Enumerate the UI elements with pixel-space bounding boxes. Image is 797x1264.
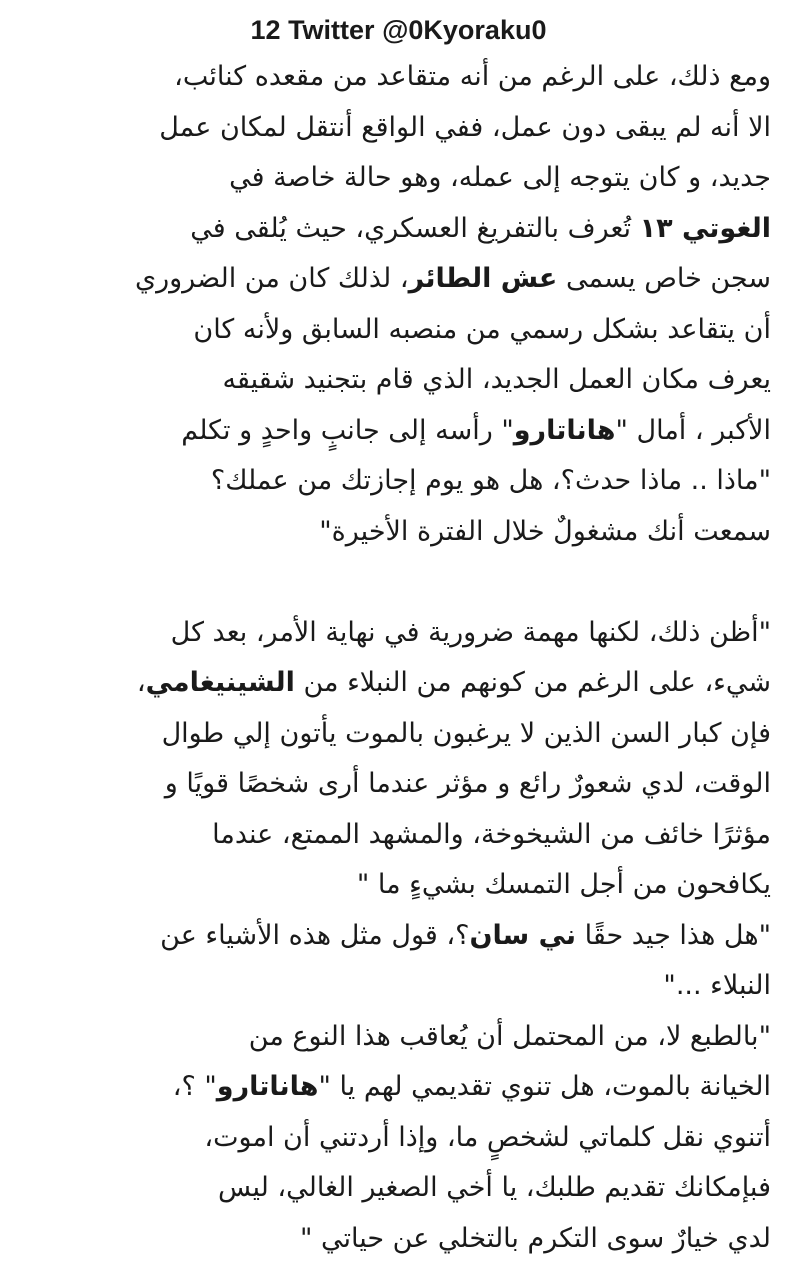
text-segment: "أظن ذلك، لكنها مهمة ضرورية في نهاية الأمر، بعد كل [171,617,771,648]
text-line [26,961,771,1012]
text-line [26,709,771,760]
text-segment: الا أنه لم يبقى دون عمل، ففي الواقع أنتقل لمكان عمل [159,112,771,143]
text-line [26,1214,771,1264]
text-line [26,305,771,356]
text-line [26,1062,771,1113]
bold-name: ني سان [469,920,576,951]
text-segment: ومع ذلك، على الرغم من أنه متقاعد من مقعده كنائب، [174,61,771,92]
text-segment: ، [137,667,146,698]
text-line [26,103,771,154]
story-text [26,52,771,1264]
text-segment: الخيانة بالموت، هل تنوي تقديمي لهم يا " [319,1071,771,1102]
text-segment: يعرف مكان العمل الجديد، الذي قام بتجنيد شقيقه [223,364,771,395]
paragraph-break [26,557,771,608]
text-segment: "هل هذا جيد حقًا [576,920,771,951]
text-segment: جديد، و كان يتوجه إلى عمله، وهو حالة خاصة في [229,162,771,193]
bold-name: هاناتارو [217,1071,319,1102]
text-segment: الأكبر ، أمال " [616,415,772,446]
text-segment: "ماذا .. ماذا حدث؟، هل هو يوم إجازتك من عملك؟ [211,465,771,496]
text-segment: ، لذلك كان من الضروري [135,263,409,294]
text-line [26,507,771,558]
text-line [26,658,771,709]
text-line [26,52,771,103]
text-line [26,1012,771,1063]
text-segment: أن يتقاعد بشكل رسمي من منصبه السابق ولأنه كان [193,314,771,345]
page-header: 12 Twitter @0Kyoraku0 [26,10,771,52]
text-line [26,608,771,659]
text-line [26,911,771,962]
text-segment: الوقت، لدي شعورٌ رائع و مؤثر عندما أرى شخصًا قويًا و [165,768,771,799]
text-segment: شيء، على الرغم من كونهم من النبلاء من [295,667,771,698]
text-line [26,1163,771,1214]
text-segment: أتنوي نقل كلماتي لشخصٍ ما، وإذا أردتني أن اموت، [204,1122,771,1153]
text-line [26,759,771,810]
text-segment: " ؟، [173,1071,217,1102]
text-line [26,810,771,861]
text-line [26,355,771,406]
text-segment: تُعرف بالتفريغ العسكري، حيث يُلقى في [190,213,639,244]
text-line [26,153,771,204]
text-segment: سمعت أنك مشغولٌ خلال الفترة الأخيرة" [319,516,771,547]
bold-name: الغوتي ١٣ [640,213,771,244]
bold-name: الشينيغامي [146,667,295,698]
text-line [26,204,771,255]
text-segment: فبإمكانك تقديم طلبك، يا أخي الصغير الغالي، ليس [218,1172,771,1203]
text-segment: النبلاء ..." [663,970,771,1001]
text-line [26,254,771,305]
text-line [26,406,771,457]
text-segment: "بالطبع لا، من المحتمل أن يُعاقب هذا النوع من [249,1021,771,1052]
bold-name: هاناتارو [514,415,616,446]
text-segment: مؤثرًا خائف من الشيخوخة، والمشهد الممتع، عندما [212,819,771,850]
text-segment: ؟، قول مثل هذه الأشياء عن [160,920,469,951]
text-segment: سجن خاص يسمى [557,263,771,294]
text-segment: لدي خيارٌ سوى التكرم بالتخلي عن حياتي " [300,1223,771,1254]
bold-name: عش الطائر [409,263,558,294]
text-segment: فإن كبار السن الذين لا يرغبون بالموت يأتون إلي طوال [162,718,771,749]
text-segment: " رأسه إلى جانبٍ واحدٍ و تكلم [181,415,514,446]
text-segment: يكافحون من أجل التمسك بشيءٍ ما " [357,869,771,900]
text-line [26,456,771,507]
text-line [26,860,771,911]
text-line [26,1113,771,1164]
